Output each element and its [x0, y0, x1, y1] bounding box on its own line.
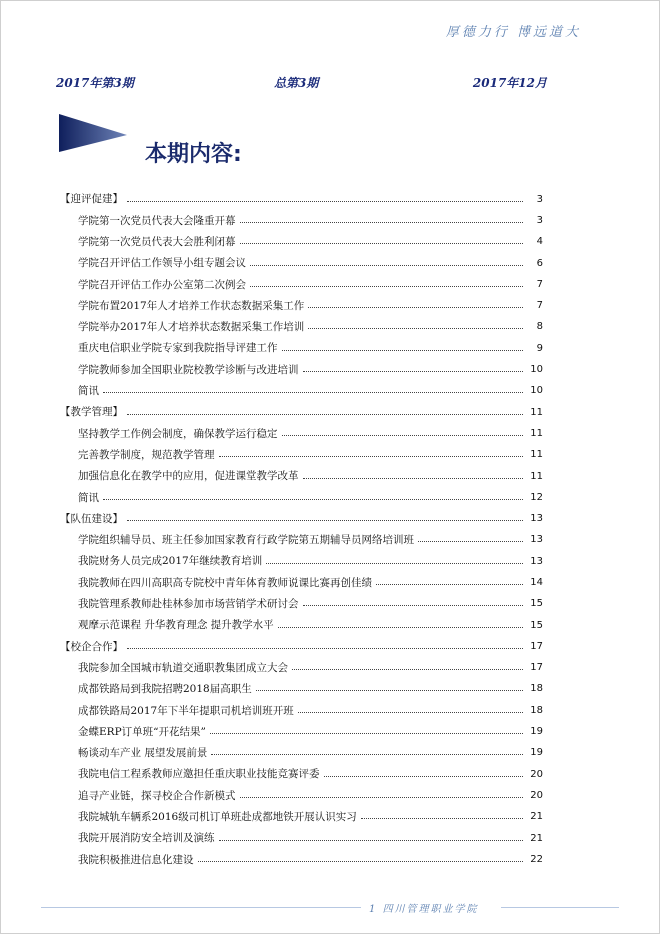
toc-dot-leader — [324, 776, 524, 777]
toc-entry[interactable] — [60, 210, 543, 231]
toc-entry[interactable] — [60, 764, 543, 785]
toc-entry[interactable] — [60, 530, 543, 551]
toc-page-number: 20 — [530, 768, 543, 780]
toc-entry[interactable] — [60, 423, 543, 444]
toc-page-number: 11 — [530, 449, 543, 461]
toc-entry-title: 我院积极推进信息化建设 — [78, 853, 194, 866]
toc-dot-leader — [127, 648, 523, 649]
toc-page-number: 22 — [530, 853, 543, 865]
toc-dot-leader — [250, 265, 523, 266]
toc-page-number: 18 — [530, 704, 543, 716]
toc-dot-leader — [308, 328, 523, 329]
footer-divider-right — [501, 907, 619, 908]
toc-entry-title: 我院管理系教师赴桂林参加市场营销学术研讨会 — [78, 598, 299, 611]
toc-dot-leader — [127, 414, 523, 415]
table-of-contents — [60, 189, 543, 871]
toc-entry-title: 追寻产业链，探寻校企合作新模式 — [78, 789, 236, 802]
toc-dot-leader — [298, 712, 523, 713]
toc-page-number: 19 — [530, 726, 543, 738]
toc-entry[interactable] — [60, 849, 543, 870]
toc-section[interactable] — [60, 508, 543, 529]
toc-entry-title: 成都铁路局2017年下半年提职司机培训班开班 — [78, 704, 294, 717]
toc-entry-title: 学院第一次党员代表大会胜利闭幕 — [78, 235, 236, 248]
header-motto: 厚德力行 博远道大 — [445, 25, 581, 40]
toc-entry-title: 我院电信工程系教师应邀担任重庆职业技能竞赛评委 — [78, 768, 320, 781]
toc-dot-leader — [219, 840, 524, 841]
toc-page-number: 13 — [530, 555, 543, 567]
toc-entry[interactable] — [60, 381, 543, 402]
toc-dot-leader — [278, 627, 523, 628]
toc-page-number: 21 — [530, 811, 543, 823]
toc-page-number: 12 — [530, 491, 543, 503]
toc-dot-leader — [303, 478, 524, 479]
toc-entry-title: 我院参加全国城市轨道交通职教集团成立大会 — [78, 661, 288, 674]
toc-dot-leader — [282, 435, 524, 436]
issue-total: 总第3期 — [274, 76, 319, 90]
toc-dot-leader — [211, 754, 523, 755]
toc-page-number: 18 — [530, 683, 543, 695]
toc-entry-title: 学院布置2017年人才培养工作状态数据采集工作 — [78, 299, 305, 312]
toc-entry-title: 成都铁路局到我院招聘2018届高职生 — [78, 683, 252, 696]
toc-page-number: 21 — [530, 832, 543, 844]
toc-entry[interactable] — [60, 658, 543, 679]
toc-dot-leader — [376, 584, 523, 585]
toc-page-number: 15 — [530, 598, 543, 610]
toc-dot-leader — [240, 797, 524, 798]
toc-entry-title: 我院开展消防安全培训及演练 — [78, 832, 215, 845]
toc-dot-leader — [219, 456, 524, 457]
toc-page-number: 3 — [536, 193, 543, 205]
toc-dot-leader — [198, 861, 524, 862]
toc-entry-title: 学院第一次党员代表大会隆重开幕 — [78, 214, 236, 227]
toc-page-number: 11 — [530, 470, 543, 482]
toc-dot-leader — [103, 499, 523, 500]
toc-page-number: 13 — [530, 513, 543, 525]
triangle-decoration-icon — [59, 114, 127, 152]
toc-page-number: 20 — [530, 789, 543, 801]
toc-entry[interactable] — [60, 232, 543, 253]
toc-entry-title: 观摩示范课程 升华教育理念 提升教学水平 — [78, 619, 274, 632]
footer-college-name: 四川管理职业学院 — [382, 904, 479, 915]
toc-page-number: 11 — [530, 406, 543, 418]
toc-entry[interactable] — [60, 466, 543, 487]
toc-page-number: 19 — [530, 747, 543, 759]
toc-entry[interactable] — [60, 572, 543, 593]
toc-section[interactable] — [60, 189, 543, 210]
toc-entry-title: 简讯 — [78, 491, 99, 504]
toc-entry-title: 完善教学制度，规范教学管理 — [78, 448, 215, 461]
toc-page-number: 10 — [530, 364, 543, 376]
toc-entry-title: 重庆电信职业学院专家到我院指导评建工作 — [78, 342, 278, 355]
toc-page-number: 14 — [530, 576, 543, 588]
issue-date: 2017年12月 — [472, 76, 547, 90]
toc-dot-leader — [418, 541, 523, 542]
toc-dot-leader — [250, 286, 523, 287]
toc-entry-title: 我院教师在四川高职高专院校中青年体育教师说课比赛再创佳绩 — [78, 576, 372, 589]
toc-dot-leader — [240, 243, 524, 244]
toc-entry-title: 坚持教学工作例会制度，确保教学运行稳定 — [78, 427, 278, 440]
toc-entry-title: 【队伍建设】 — [60, 512, 123, 525]
toc-entry-title: 简讯 — [78, 385, 99, 398]
toc-entry[interactable] — [60, 615, 543, 636]
toc-title: 本期内容: — [145, 142, 242, 167]
toc-page-number: 10 — [530, 385, 543, 397]
toc-entry[interactable] — [60, 807, 543, 828]
toc-page-number: 11 — [530, 427, 543, 439]
toc-section[interactable] — [60, 636, 543, 657]
toc-page-number: 17 — [530, 640, 543, 652]
toc-dot-leader — [266, 563, 523, 564]
toc-dot-leader — [361, 818, 523, 819]
toc-dot-leader — [303, 371, 524, 372]
toc-page-number: 13 — [530, 534, 543, 546]
toc-page-number: 7 — [536, 300, 543, 312]
toc-entry[interactable] — [60, 317, 543, 338]
toc-dot-leader — [303, 605, 524, 606]
toc-entry[interactable] — [60, 487, 543, 508]
toc-entry[interactable] — [60, 274, 543, 295]
toc-entry-title: 学院组织辅导员、班主任参加国家教育行政学院第五期辅导员网络培训班 — [78, 534, 414, 547]
toc-entry-title: 金蝶ERP订单班“开花结果” — [78, 725, 206, 738]
toc-entry-title: 学院召开评估工作办公室第二次例会 — [78, 278, 246, 291]
toc-entry[interactable] — [60, 594, 543, 615]
toc-entry-title: 加强信息化在教学中的应用，促进课堂教学改革 — [78, 470, 299, 483]
toc-entry-title: 学院举办2017年人才培养状态数据采集工作培训 — [78, 321, 305, 334]
toc-entry-title: 【校企合作】 — [60, 640, 123, 653]
toc-dot-leader — [210, 733, 523, 734]
toc-dot-leader — [103, 392, 523, 393]
toc-page-number: 15 — [530, 619, 543, 631]
toc-entry-title: 我院财务人员完成2017年继续教育培训 — [78, 555, 263, 568]
toc-dot-leader — [282, 350, 524, 351]
toc-entry-title: 学院召开评估工作领导小组专题会议 — [78, 257, 246, 270]
toc-entry[interactable] — [60, 338, 543, 359]
toc-entry[interactable] — [60, 551, 543, 572]
toc-entry-title: 【教学管理】 — [60, 406, 123, 419]
toc-page-number: 17 — [530, 662, 543, 674]
footer-page-number: 1 — [369, 904, 378, 915]
footer — [369, 900, 479, 915]
toc-dot-leader — [308, 307, 523, 308]
toc-entry[interactable] — [60, 700, 543, 721]
toc-page-number: 9 — [536, 342, 543, 354]
toc-entry[interactable] — [60, 743, 543, 764]
toc-dot-leader — [127, 520, 523, 521]
toc-entry[interactable] — [60, 721, 543, 742]
toc-entry[interactable] — [60, 785, 543, 806]
toc-page-number: 6 — [536, 257, 543, 269]
issue-year: 2017年第3期 — [56, 76, 134, 90]
toc-entry-title: 学院教师参加全国职业院校教学诊断与改进培训 — [78, 363, 299, 376]
toc-dot-leader — [256, 690, 523, 691]
toc-dot-leader — [127, 201, 523, 202]
toc-page-number: 8 — [536, 321, 543, 333]
issue-info-row — [56, 74, 547, 90]
toc-page-number: 3 — [536, 214, 543, 226]
toc-page-number: 7 — [536, 278, 543, 290]
footer-divider-left — [41, 907, 361, 908]
toc-entry[interactable] — [60, 828, 543, 849]
toc-entry[interactable] — [60, 679, 543, 700]
toc-dot-leader — [240, 222, 524, 223]
toc-entry[interactable] — [60, 445, 543, 466]
toc-entry[interactable] — [60, 359, 543, 380]
toc-entry-title: 我院城轨车辆系2016级司机订单班赴成都地铁开展认识实习 — [78, 811, 357, 823]
toc-entry-title: 【迎评促建】 — [60, 193, 123, 206]
toc-entry-title: 畅谈动车产业 展望发展前景 — [78, 747, 208, 760]
toc-dot-leader — [292, 669, 523, 670]
toc-entry[interactable] — [60, 295, 543, 316]
toc-page-number: 4 — [536, 236, 543, 248]
toc-entry[interactable] — [60, 253, 543, 274]
toc-section[interactable] — [60, 402, 543, 423]
